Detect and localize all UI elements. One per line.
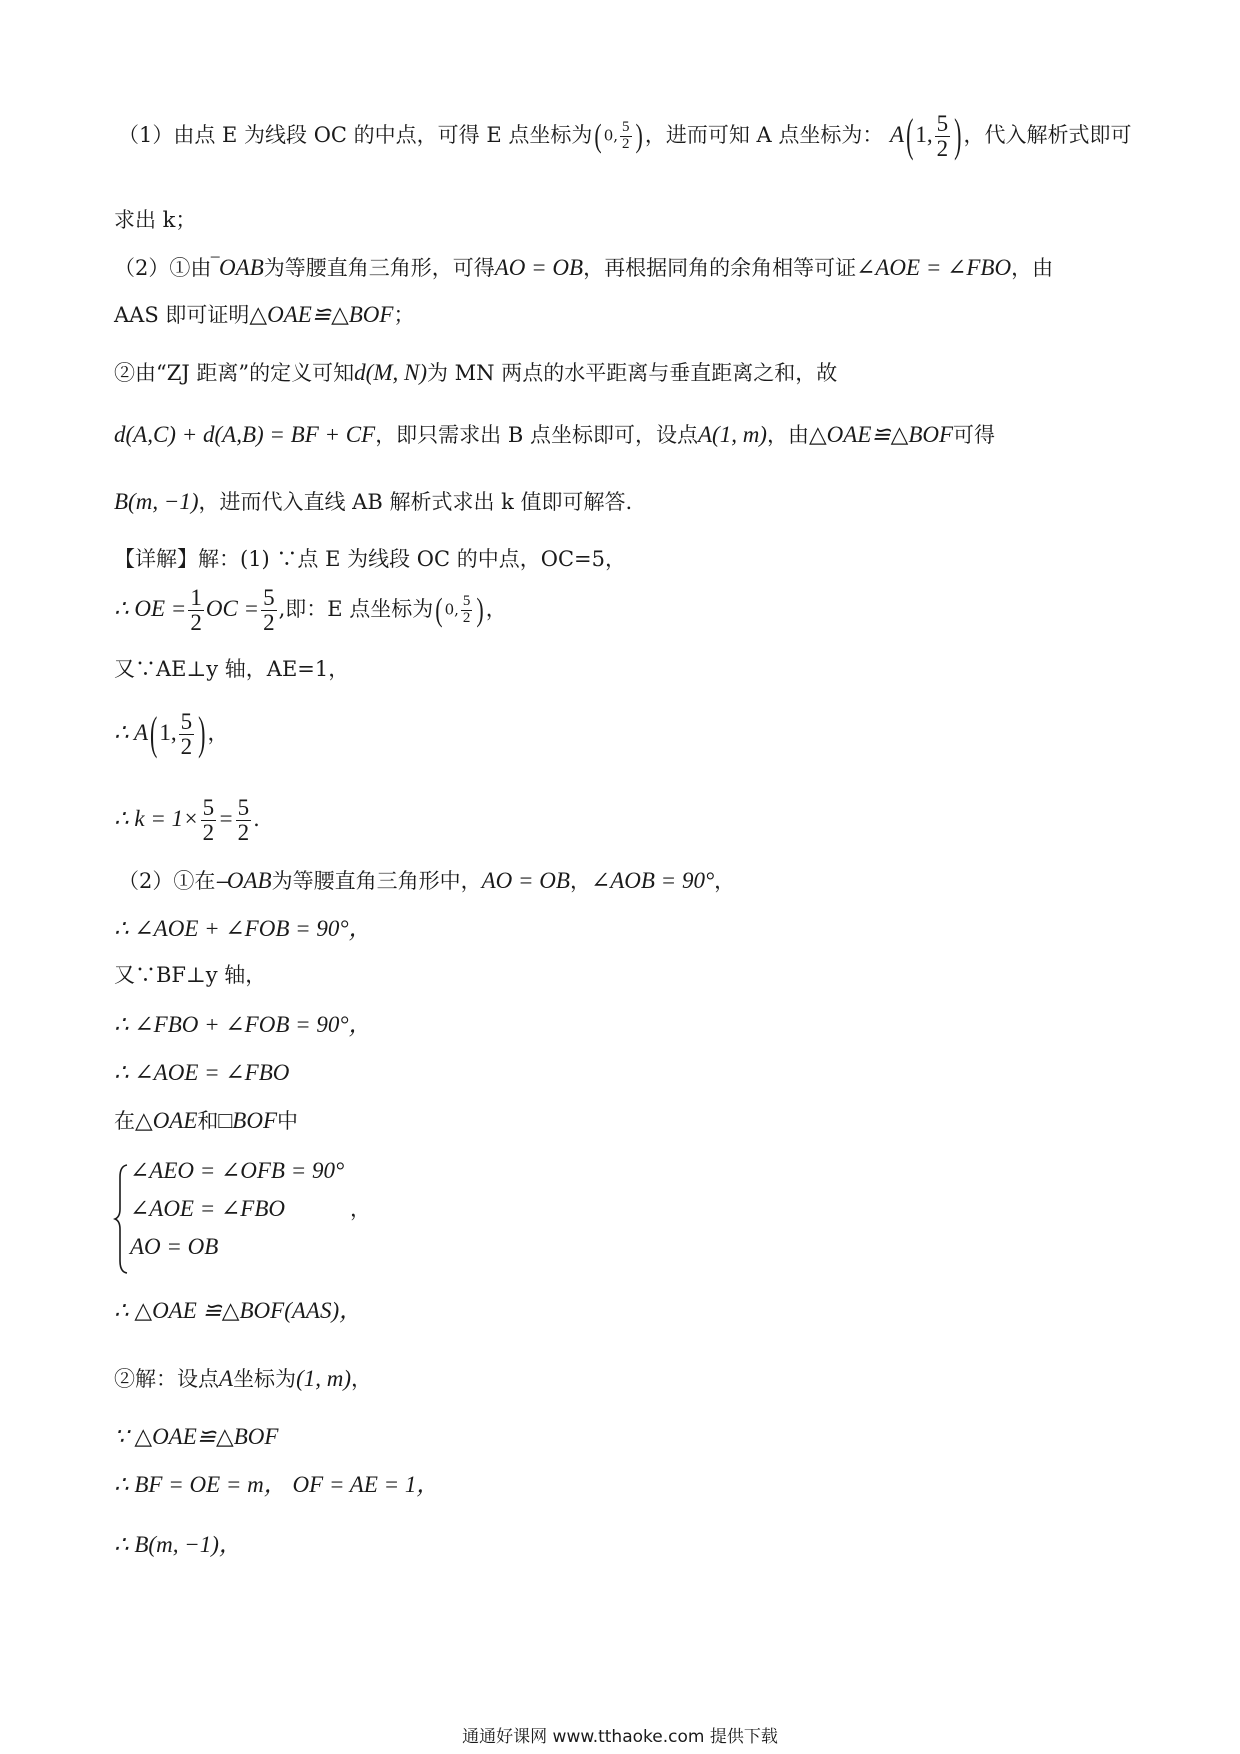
solution-line-19: ∴ △OAE ≌△BOF(AAS)， bbox=[114, 1298, 363, 1323]
analysis-line-6: d(A,C) + d(A,B) = BF + CF，即只需求出 B 点坐标即可，设点A(1, m)，由△OAE≌△BOF可得 bbox=[114, 422, 996, 447]
e-coordinate: 0, $\frac{5}{2}$ bbox=[603, 119, 630, 153]
solution-line-21: ∵ △OAE≌△BOF bbox=[114, 1424, 279, 1449]
analysis-line-5: ②由“ZJ 距离”的定义可知d(M, N)为 MN 两点的水平距离与垂直距离之和，故 bbox=[114, 360, 838, 385]
solution-line-16: ∴ ∠FBO + ∠FOB = 90°， bbox=[114, 1012, 372, 1037]
a-fraction: $\frac{5}{2}$ bbox=[936, 111, 949, 162]
solution-line-17: ∴ ∠AOE = ∠FBO bbox=[114, 1060, 290, 1085]
solution-part2-line: （2）①在⎯OAB为等腰直角三角形中，AO = OB，∠AOB = 90°， bbox=[118, 868, 736, 893]
solution-line-20: ②解：设点A坐标为(1, m)， bbox=[114, 1366, 372, 1391]
solution-ae-line: 又∵AE⊥y 轴，AE=1， bbox=[114, 657, 350, 681]
solution-k-value: ∴ k = 1× $\frac{5}{2}$ = $\frac{5}{2}$ . bbox=[114, 795, 260, 846]
page-footer: 通通好课网 www.tthaoke.com 提供下载 bbox=[462, 1727, 778, 1747]
analysis-line-4: AAS 即可证明△OAE≌△BOF； bbox=[114, 302, 415, 327]
system-brace bbox=[113, 1163, 129, 1275]
solution-line-18: 在△OAE和□BOF中 bbox=[114, 1108, 299, 1133]
solution-line-14: ∴ ∠AOE + ∠FOB = 90°， bbox=[114, 916, 372, 941]
system-eq-2: ∠AOE = ∠FBO bbox=[130, 1196, 285, 1221]
solution-oe-line: ∴ OE = $\frac{1}{2}$ OC = $\frac{5}{2}$ ,即：E 点坐标为( 0, $\frac{5}{2}$ )， bbox=[114, 585, 507, 636]
solution-line-15: 又∵BF⊥y 轴， bbox=[114, 963, 267, 987]
analysis-line-1: （1）由点 E 为线段 OC 的中点，可得 E 点坐标为( 0, $\frac{5}{2}$ )，进而可知 A 点坐标为： A(1, $\frac{5}{2}$ )，代入解析式即可 bbox=[118, 108, 1132, 162]
analysis-line-7: B(m, −1)，进而代入直线 AB 解析式求出 k 值即可解答. bbox=[114, 489, 633, 514]
solution-line-23: ∴ B(m, −1)， bbox=[114, 1532, 242, 1557]
solution-heading: 【详解】解：(1) ∵点 E 为线段 OC 的中点，OC=5， bbox=[114, 547, 626, 571]
solution-a-point: ∴ A(1, $\frac{5}{2}$ )， bbox=[114, 706, 229, 760]
solution-line-22: ∴ BF = OE = m， OF = AE = 1， bbox=[114, 1472, 440, 1497]
analysis-line-2: 求出 k； bbox=[114, 208, 197, 232]
system-comma: ， bbox=[350, 1197, 371, 1221]
analysis-line-3: （2）①由‾OAB为等腰直角三角形，可得AO = OB，再根据同角的余角相等可证∠AOE = ∠FBO，由 bbox=[114, 255, 1054, 280]
system-eq-3: AO = OB bbox=[130, 1234, 219, 1259]
system-eq-1: ∠AEO = ∠OFB = 90° bbox=[130, 1158, 345, 1183]
